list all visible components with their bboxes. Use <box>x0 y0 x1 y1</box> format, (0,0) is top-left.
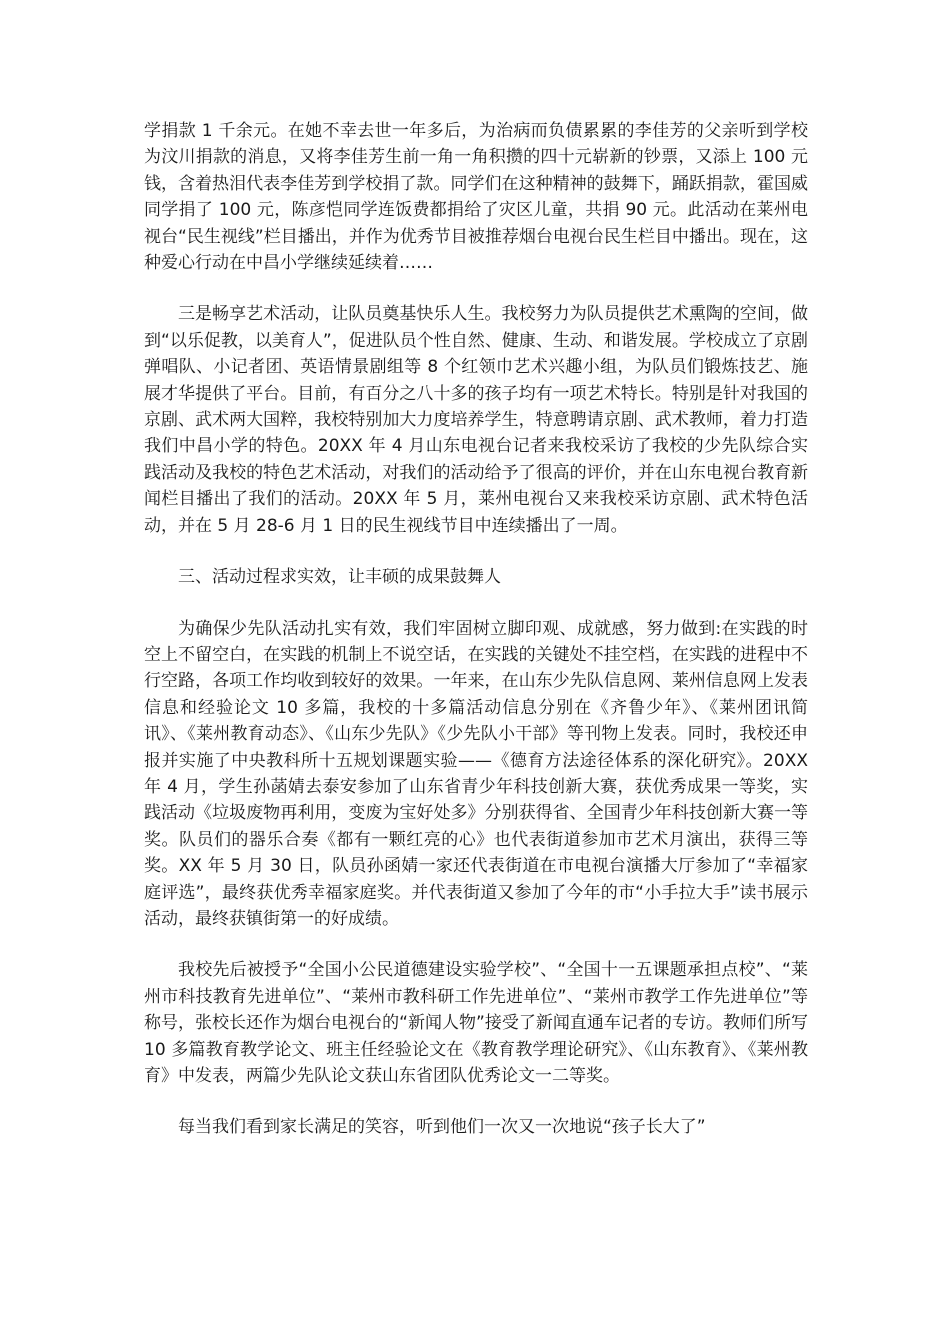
section-heading-results: 三、活动过程求实效，让丰硕的成果鼓舞人 <box>178 567 501 588</box>
document-body <box>144 118 808 1166</box>
paragraph-art-activities: 三是畅享艺术活动，让队员奠基快乐人生。我校努力为队员提供艺术熏陶的空间，做到“以乐促教，以美育人”，促进队员个性自然、健康、生动、和谐发展。学校成立了京剧弹唱队、小记者团、英语情景剧组等 8 个红领巾艺术兴趣小组，为队员们锻炼技艺、施展才华提供了平台。目前，有百分之八十多的孩子均有一项艺术特长。特别是针对我国的京剧、武术两大国粹，我校特别加大力度培养学生，特意聘请京剧、武术教师，着力打造我们中昌小学的特色。20XX 年 4 月山东电视台记者来我校采访了我校的少先队综合实践活动及我校的特色艺术活动，对我们的活动给予了很高的评价，并在山东电视台教育新闻栏目播出了我们的活动。20XX 年 5 月，莱州电视台又来我校采访京剧、武术特色活动，并在 5 月 28-6 月 1 日的民生视线节目中连续播出了一周。 <box>144 304 808 536</box>
paragraph-parents: 每当我们看到家长满足的笑容，听到他们一次又一次地说“孩子长大了” <box>178 1117 706 1138</box>
paragraph-honors: 我校先后被授予“全国小公民道德建设实验学校”、“全国十一五课题承担点校”、“莱州市科技教育先进单位”、“莱州市教科研工作先进单位”、“莱州市教学工作先进单位”等称号，张校长还作为烟台电视台的“新闻人物”接受了新闻直通车记者的专访。教师们所写 10 多篇教育教学论文、班主任经验论文在《教育教学理论研究》、《山东教育》、《莱州教育》中发表，两篇少先队论文获山东省团队优秀论文一二等奖。 <box>144 960 808 1086</box>
paragraph-achievements: 为确保少先队活动扎实有效，我们牢固树立脚印观、成就感，努力做到:在实践的时空上不留空白，在实践的机制上不说空话，在实践的关键处不挂空档，在实践的进程中不行空路，各项工作均收到较好的效果。一年来，在山东少先队信息网、莱州信息网上发表信息和经验论文 10 多篇，我校的十多篇活动信息分别在《齐鲁少年》、《莱州团讯简讯》、《莱州教育动态》、《山东少先队》《少先队小干部》等刊物上发表。同时，我校还申报并实施了中央教科所十五规划课题实验——《德育方法途径体系的深化研究》。20XX 年 4 月，学生孙菡婧去泰安参加了山东省青少年科技创新大赛，获优秀成果一等奖，实践活动《垃圾废物再利用，变废为宝好处多》分别获得省、全国青少年科技创新大赛一等奖。队员们的器乐合奏《都有一颗红亮的心》也代表街道参加市艺术月演出，获得三等奖。XX 年 5 月 30 日，队员孙函婧一家还代表街道在市电视台演播大厅参加了“幸福家庭评选”，最终获优秀幸福家庭奖。并代表街道又参加了今年的市“小手拉大手”读书展示活动，最终获镇街第一的好成绩。 <box>144 618 808 929</box>
paragraph-donation-continued: 学捐款 1 千余元。在她不幸去世一年多后，为治病而负债累累的李佳芳的父亲听到学校为汶川捐款的消息，又将李佳芳生前一角一角积攒的四十元崭新的钞票，又添上 100 元钱，含着热泪代表李佳芳到学校捐了款。同学们在这种精神的鼓舞下，踊跃捐款，霍国威同学捐了 100 元，陈彦恺同学连饭费都捐给了灾区儿童，共捐 90 元。此活动在莱州电视台“民生视线”栏目播出，并作为优秀节目被推荐烟台电视台民生栏目中播出。现在，这种爱心行动在中昌小学继续延续着…… <box>144 121 808 274</box>
